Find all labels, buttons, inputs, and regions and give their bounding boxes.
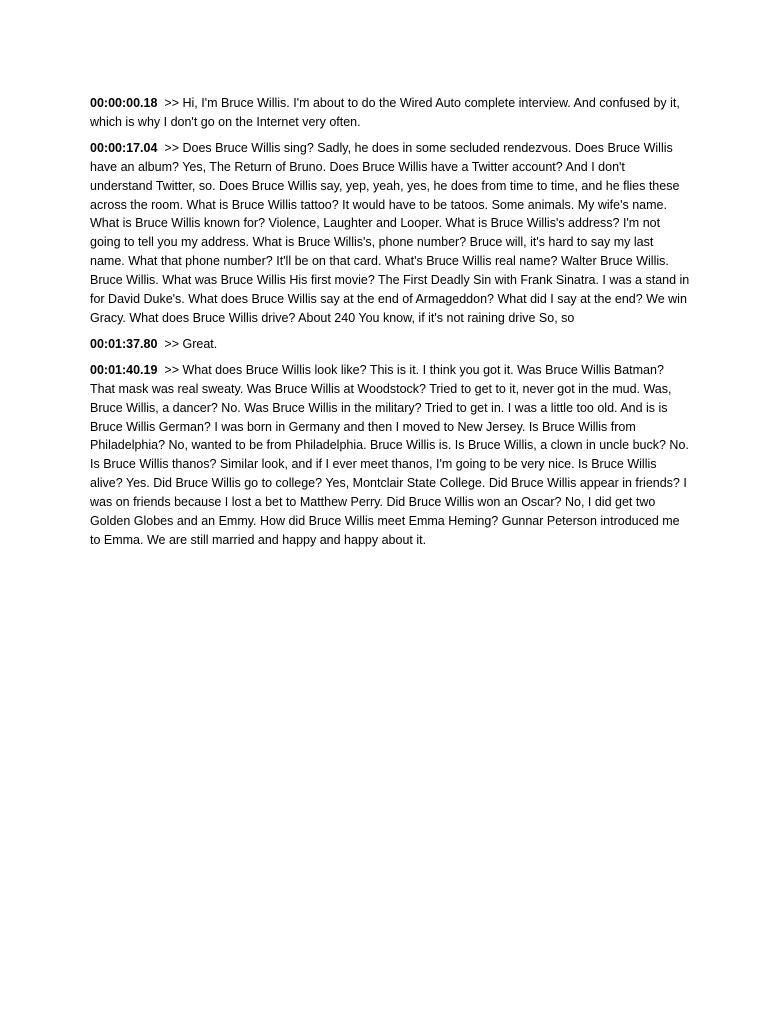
transcript-text: >> Great.: [164, 336, 218, 351]
transcript-entry: [90, 361, 690, 550]
timestamp: 00:01:40.19: [90, 362, 158, 377]
transcript-text: >> Hi, I'm Bruce Willis. I'm about to do the Wired Auto complete interview. And confused by it, which is why I don't go on the Internet very often.: [90, 96, 680, 129]
timestamp: 00:01:37.80: [90, 336, 158, 351]
transcript-text: >> What does Bruce Willis look like? This is it. I think you got it. Was Bruce Willis Batman? That mask was real sweaty. Was Bruce Willis at Woodstock? Tried to get to it, never got in the mud. Was, Bruce Willis, a dancer? No. Was Bruce Willis in the military? Tried to get in. I was a little too old. And is is Bruce Willis German? I was born in Germany and then I moved to New Jersey. Is Bruce Willis from Philadelphia? No, wanted to be from Philadelphia. Bruce Willis is. Is Bruce Willis, a clown in uncle buck? No. Is Bruce Willis thanos? Similar look, and if I ever meet thanos, I'm going to be very nice. Is Bruce Willis alive? Yes. Did Bruce Willis go to college? Yes, Montclair State College. Did Bruce Willis appear in friends? I was on friends because I lost a bet to Matthew Perry. Did Bruce Willis won an Oscar? No, I did get two Golden Globes and an Emmy. How did Bruce Willis meet Emma Heming? Gunnar Peterson introduced me to Emma. We are still married and happy and happy about it.: [90, 362, 689, 547]
transcript-document: [90, 94, 690, 557]
transcript-entry: [90, 139, 690, 328]
timestamp: 00:00:17.04: [90, 140, 158, 155]
transcript-entry: [90, 94, 690, 132]
transcript-entry: [90, 335, 690, 354]
transcript-text: >> Does Bruce Willis sing? Sadly, he does in some secluded rendezvous. Does Bruce Willis have an album? Yes, The Return of Bruno. Does Bruce Willis have a Twitter account? And I don't understand Twitter, so. Does Bruce Willis say, yep, yeah, yes, he does from time to time, and he flies these across the room. What is Bruce Willis tattoo? It would have to be tatoos. Some animals. My wife's name. What is Bruce Willis known for? Violence, Laughter and Looper. What is Bruce Willis's address? I'm not going to tell you my address. What is Bruce Willis's, phone number? Bruce will, it's hard to say my last name. What that phone number? It'll be on that card. What's Bruce Willis real name? Walter Bruce Willis. Bruce Willis. What was Bruce Willis His first movie? The First Deadly Sin with Frank Sinatra. I was a stand in for David Duke's. What does Bruce Willis say at the end of Armageddon? What did I say at the end? We win Gracy. What does Bruce Willis drive? About 240 You know, if it's not raining drive So, so: [90, 140, 690, 325]
timestamp: 00:00:00.18: [90, 96, 158, 110]
